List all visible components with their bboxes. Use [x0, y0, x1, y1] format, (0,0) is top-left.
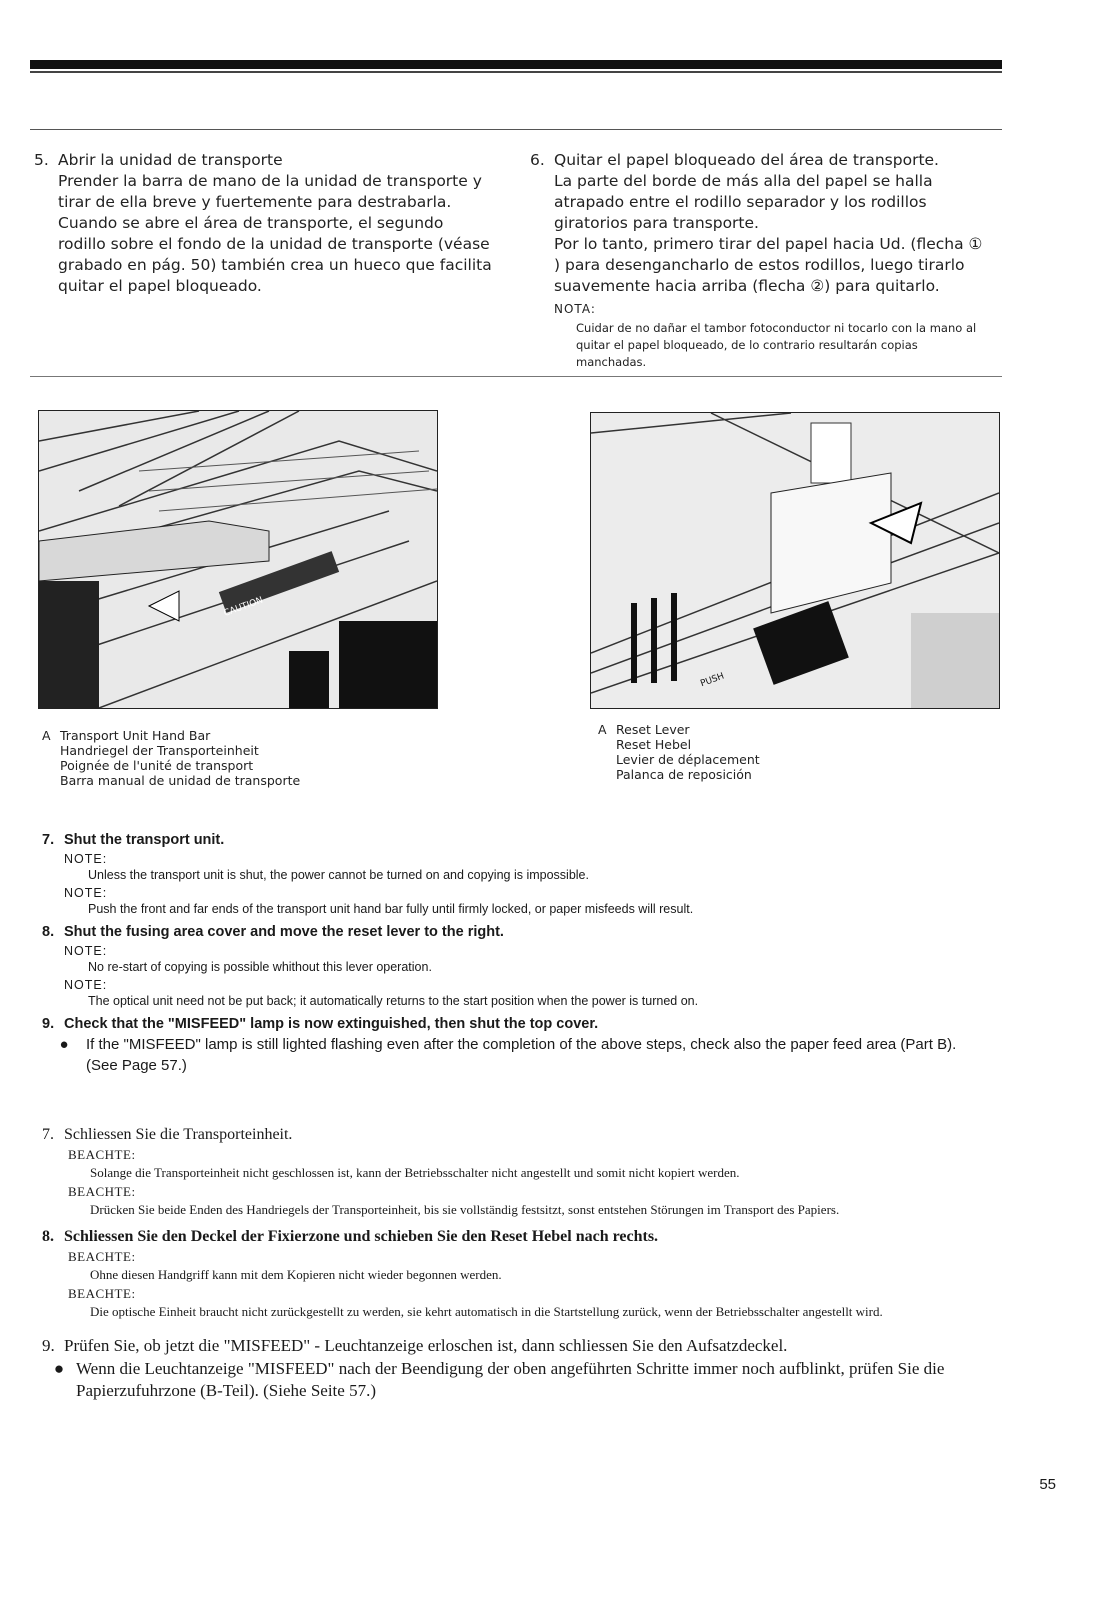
nota-label: NOTA:	[554, 302, 596, 316]
figure-rule	[30, 376, 1002, 377]
english-step-8	[42, 924, 992, 940]
note-label: NOTE:	[64, 944, 108, 958]
german-step-7	[42, 1126, 1002, 1144]
bullet-item	[42, 1034, 992, 1076]
note-label: NOTE:	[64, 852, 108, 866]
step-title: Check that the "MISFEED" lamp is now extinguished, then shut the top cover.	[64, 1016, 599, 1032]
caption-line: Reset Lever	[616, 722, 690, 737]
note-label: NOTE:	[64, 886, 108, 900]
page-number: 55	[1039, 1476, 1056, 1493]
step-body-1: La parte del borde de más alla del papel se halla atrapado entre el rodillo separador y los rodillos giratorios para transporte.	[554, 172, 933, 232]
step-title: Shut the fusing area cover and move the reset lever to the right.	[64, 924, 504, 940]
bullet-text: If the "MISFEED" lamp is still lighted flashing even after the completion of the above steps, check also the paper feed area (Part B). (See Page 57.)	[86, 1036, 957, 1074]
caption-line: Poignée de l'unité de transport	[60, 758, 254, 773]
header-rule-thin	[30, 71, 1002, 73]
step-title: Prüfen Sie, ob jetzt die "MISFEED" - Leuchtanzeige erloschen ist, dann schliessen Sie den Aufsatzdeckel.	[64, 1336, 788, 1355]
note-text: Unless the transport unit is shut, the power cannot be turned on and copying is impossible.	[88, 868, 589, 882]
bullet-text: Wenn die Leuchtanzeige "MISFEED" nach der Beendigung der oben angeführten Schritte immer noch aufblinkt, prüfen Sie die Papierzufuhrzone (B-Teil). (Siehe Seite 57.)	[76, 1359, 945, 1400]
note-label: NOTE:	[64, 978, 108, 992]
english-section	[42, 824, 992, 1076]
step-title: Schliessen Sie die Transporteinheit.	[64, 1126, 293, 1143]
note-label: BEACHTE:	[68, 1249, 136, 1264]
step-number: 8.	[42, 1228, 54, 1245]
bullet-item	[42, 1358, 1002, 1402]
note-label: BEACHTE:	[68, 1184, 136, 1199]
note-label: BEACHTE:	[68, 1286, 136, 1301]
caption-key: A	[598, 722, 607, 737]
caption-line: Handriegel der Transporteinheit	[60, 743, 259, 758]
step-number: 9.	[42, 1336, 55, 1355]
note-text: Die optische Einheit braucht nicht zurückgestellt zu werden, sie kehrt automatisch in die Startstellung zurück, wenn der Betriebsschalter angestellt wird.	[90, 1304, 883, 1319]
note-label: BEACHTE:	[68, 1147, 136, 1162]
step-title: Schliessen Sie den Deckel der Fixierzone und schieben Sie den Reset Hebel nach rechts.	[64, 1228, 659, 1245]
step-title: Abrir la unidad de transporte	[58, 151, 283, 169]
note-text: Push the front and far ends of the transport unit hand bar fully until firmly locked, or paper misfeeds will result.	[88, 902, 694, 916]
note-text: Ohne diesen Handgriff kann mit dem Kopieren nicht wieder begonnen werden.	[90, 1267, 502, 1282]
german-step-8	[42, 1228, 1002, 1246]
nota-text: Cuidar de no dañar el tambor fotoconductor ni tocarlo con la mano al quitar el papel bloqueado, de lo contrario resultarán copias manchadas.	[576, 321, 977, 369]
step-number: 5.	[34, 151, 49, 169]
step-body-2: Por lo tanto, primero tirar del papel hacia Ud. (flecha ① ) para desengancharlo de estos rodillos, luego tirarlo suavemente hacia arriba (flecha ②) para quitarlo.	[554, 235, 983, 295]
note-text: Drücken Sie beide Enden des Handriegels der Transporteinheit, bis sie vollständig festsitzt, sonst entstehen Störungen im Transport des Papiers.	[90, 1202, 840, 1217]
figure-reset-lever	[590, 412, 1000, 709]
bullet-icon: ●	[59, 1036, 69, 1053]
english-step-9	[42, 1016, 992, 1032]
caption-line: Barra manual de unidad de transporte	[60, 773, 301, 788]
note-text: The optical unit need not be put back; it automatically returns to the start position when the power is turned on.	[88, 994, 699, 1008]
german-step-9	[42, 1336, 1002, 1356]
caption-line: Reset Hebel	[616, 737, 692, 752]
german-section	[42, 1116, 1002, 1402]
step-number: 7.	[42, 832, 55, 848]
bullet-icon: ●	[53, 1359, 65, 1378]
note-text: Solange die Transporteinheit nicht geschlossen ist, kann der Betriebsschalter nicht angestellt und somit nicht kopiert werden.	[90, 1165, 740, 1180]
step-number: 8.	[42, 924, 55, 940]
figure-right-caption	[598, 722, 898, 782]
english-step-7	[42, 832, 992, 848]
spanish-step-6	[530, 150, 990, 371]
caption-line: Transport Unit Hand Bar	[60, 728, 211, 743]
step-body: Prender la barra de mano de la unidad de transporte y tirar de ella breve y fuertemente para destrabarla. Cuando se abre el área de transporte, el segundo rodillo sobre el fondo de la unidad de transporte (véase grabado en pág. 50) también crea un hueco que facilita quitar el papel bloqueado.	[58, 172, 492, 295]
caption-line: Palanca de reposición	[616, 767, 752, 782]
caution-label: CAUTION	[222, 595, 265, 619]
step-number: 6.	[530, 151, 545, 169]
section-rule	[30, 129, 1002, 130]
caption-line: Levier de déplacement	[616, 752, 760, 767]
note-text: No re-start of copying is possible whithout this lever operation.	[88, 960, 432, 974]
caption-key: A	[42, 728, 51, 743]
header-rule-thick	[30, 60, 1002, 69]
spanish-step-5	[34, 150, 494, 297]
figure-left-caption	[42, 728, 402, 788]
step-title: Quitar el papel bloqueado del área de transporte.	[554, 151, 939, 169]
figure-transport-hand-bar	[38, 410, 438, 709]
step-title: Shut the transport unit.	[64, 832, 225, 848]
push-label: PUSH	[699, 671, 726, 690]
step-number: 7.	[42, 1126, 54, 1143]
step-number: 9.	[42, 1016, 55, 1032]
